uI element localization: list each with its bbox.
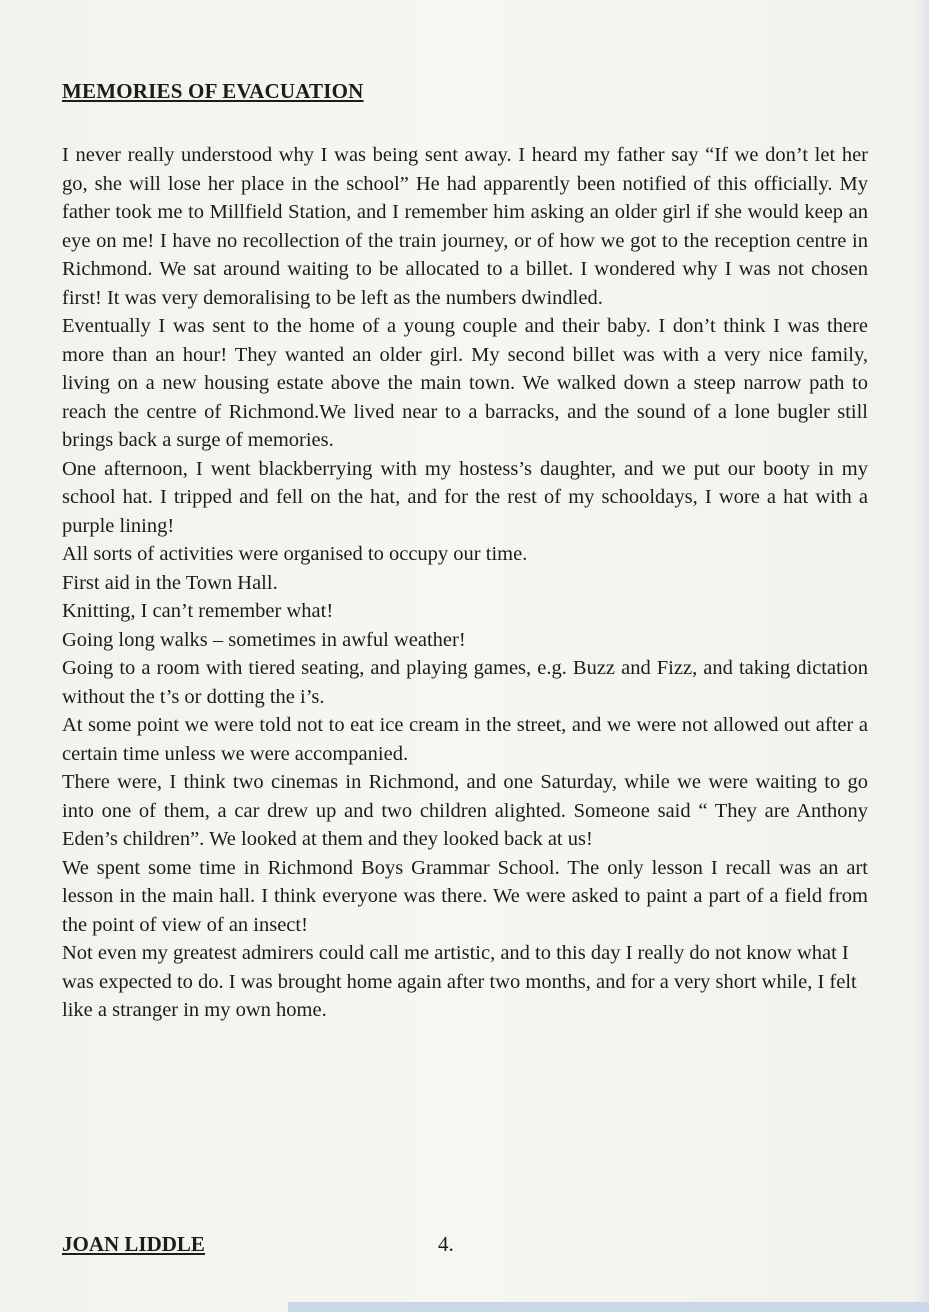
paragraph: I never really understood why I was being sent away. I heard my father say “If we don’t let her go, she will lose her place in the school” He had apparently been notified of this officially. My father took me to Millfield Station, and I remember him asking an older girl if she would keep an eye on me! I have no recollection of the train journey, or of how we got to the reception centre in Richmond. We sat around waiting to be allocated to a billet. I wondered why I was not chosen first! It was very demoralising to be left as the numbers dwindled. (62, 144, 868, 309)
paragraph: Going to a room with tiered seating, and playing games, e.g. Buzz and Fizz, and taking dictation without the t’s or dotting the i’s. (62, 657, 868, 708)
paragraph: Knitting, I can’t remember what! (62, 600, 334, 622)
paragraph: One afternoon, I went blackberrying with my hostess’s daughter, and we put our booty in my school hat. I tripped and fell on the hat, and for the rest of my schooldays, I wore a hat with a purple lining! (62, 457, 868, 537)
paragraph: We spent some time in Richmond Boys Grammar School. The only lesson I recall was an art lesson in the main hall. I think everyone was there. We were asked to paint a part of a field from the point of view of an insect! (62, 856, 868, 936)
paragraph: There were, I think two cinemas in Richmond, and one Saturday, while we were waiting to go into one of them, a car drew up and two children alighted. Someone said “ They are Anthony Eden’s children”. We looked at them and they looked back at us! (62, 771, 868, 850)
article-body (62, 141, 868, 1025)
bottom-color-strip (288, 1302, 929, 1312)
paragraph: All sorts of activities were organised to occupy our time. (62, 543, 528, 565)
page-number: 4. (438, 1232, 454, 1256)
paragraph: At some point we were told not to eat ice cream in the street, and we were not allowed out after a certain time unless we were accompanied. (62, 714, 868, 765)
paragraph: Eventually I was sent to the home of a young couple and their baby. I don’t think I was there more than an hour! They wanted an older girl. My second billet was with a very nice family, living on a new housing estate above the main town. We walked down a steep narrow path to reach the centre of Richmond.We lived near to a barracks, and the sound of a lone bugler still brings back a surge of memories. (62, 315, 868, 451)
article-title: MEMORIES OF EVACUATION (62, 79, 364, 103)
author-signature: JOAN LIDDLE (62, 1232, 205, 1256)
paragraph: First aid in the Town Hall. (62, 571, 278, 594)
page-edge-shadow (917, 0, 929, 1312)
paragraph: Not even my greatest admirers could call me artistic, and to this day I really do not know what I was expected to do. I was brought home again after two months, and for a very short while, I felt like a stranger in my own home. (62, 942, 857, 1021)
paragraph: Going long walks – sometimes in awful weather! (62, 628, 466, 651)
